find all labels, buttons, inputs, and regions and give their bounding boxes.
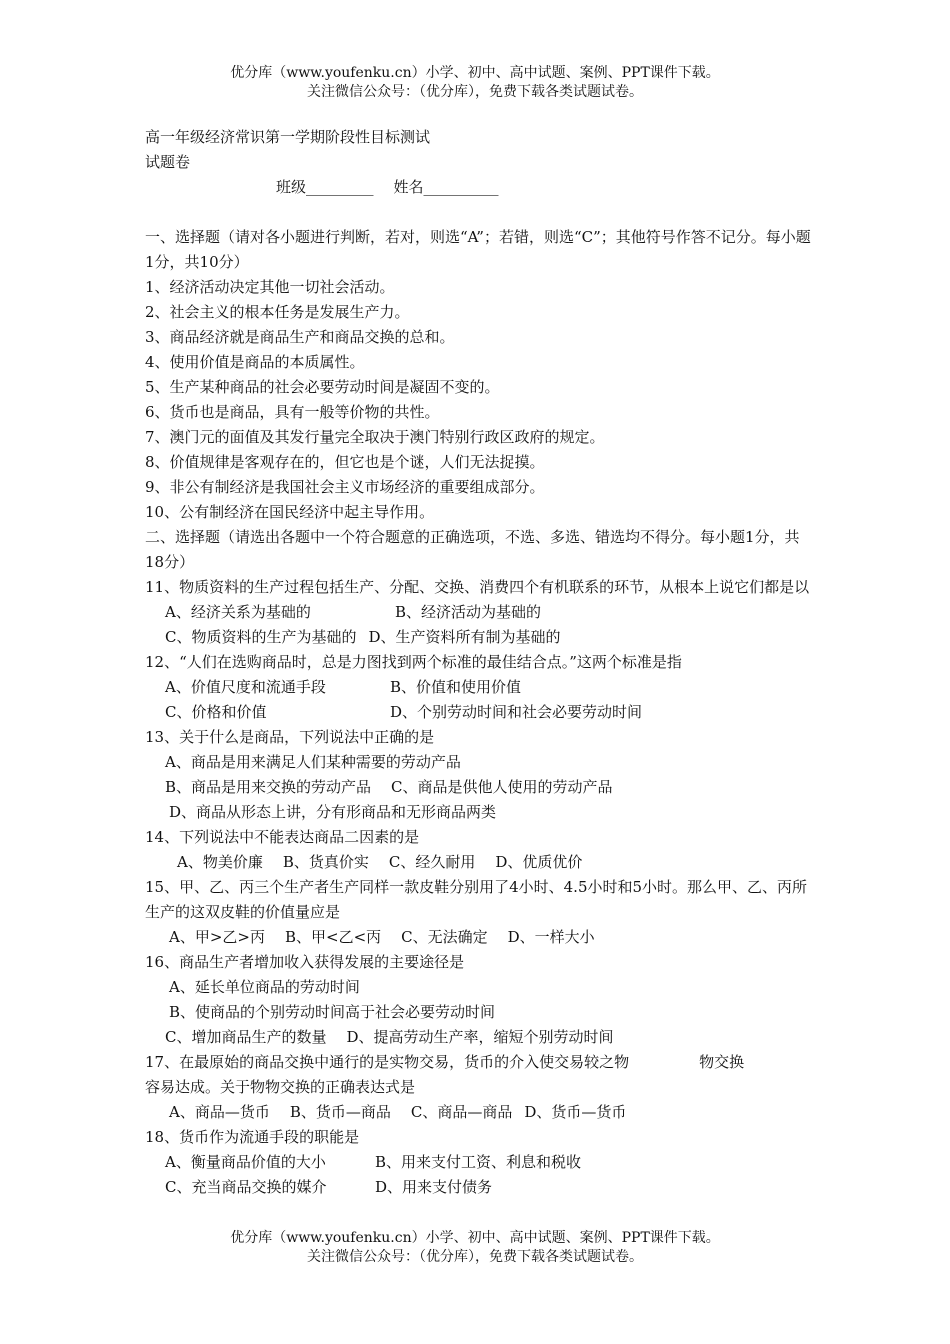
header-line-2: 关注微信公众号：（优分库），免费下载各类试题试卷。 [307,84,643,100]
question-11-options-row-2 [145,625,815,650]
option-b: B、货币—商品 [289,1103,391,1121]
question-13-options-row-2 [145,775,815,800]
footer-line-2: 关注微信公众号：（优分库），免费下载各类试题试卷。 [307,1249,643,1265]
student-info [145,175,815,200]
question-17-stem-line-1 [145,1050,815,1075]
header-line-1: 优分库（www.youfenku.cn）小学、初中、高中试题、案例、PPT课件下载。 [230,65,720,81]
question-17-stem-line-2: 容易达成。关于物物交换的正确表达式是 [145,1078,416,1096]
question-17-options [145,1100,815,1125]
question-13-option-a: A、商品是用来满足人们某种需要的劳动产品 [165,753,461,771]
class-field-label: 班级_________ [276,178,374,196]
question-15-options [145,925,815,950]
option-a: A、物美价廉 [177,853,263,871]
question-8: 8、价值规律是客观存在的，但它也是个谜，人们无法捉摸。 [145,453,545,471]
question-14-stem: 14、下列说法中不能表达商品二因素的是 [145,828,420,846]
option-a: A、甲>乙>丙 [169,928,265,946]
option-b: B、商品是用来交换的劳动产品 [165,778,372,796]
option-b: B、用来支付工资、利息和税收 [375,1153,582,1171]
question-11-options-row-1 [145,600,815,625]
option-c: C、物质资料的生产为基础的 [165,628,357,646]
question-6: 6、货币也是商品，具有一般等价物的共性。 [145,403,440,421]
question-16-option-b: B、使商品的个别劳动时间高于社会必要劳动时间 [169,1003,496,1021]
question-16-stem: 16、商品生产者增加收入获得发展的主要途径是 [145,953,465,971]
option-a: A、衡量商品价值的大小 [165,1153,326,1171]
option-a: A、商品—货币 [169,1103,270,1121]
section-2-heading: 二、选择题（请选出各题中一个符合题意的正确选项，不选、多选、错选均不得分。每小题1分，共18分） [145,528,800,571]
question-10: 10、公有制经济在国民经济中起主导作用。 [145,503,435,521]
option-d: D、用来支付债务 [375,1178,493,1196]
option-a: A、经济关系为基础的 [165,603,311,621]
question-18-options-row-1 [145,1150,815,1175]
question-14-options [145,850,815,875]
option-b: B、甲<乙<丙 [284,928,382,946]
site-header [0,64,950,102]
question-15-stem: 15、甲、乙、丙三个生产者生产同样一款皮鞋分别用了4小时、4.5小时和5小时。那么甲、乙、丙所生产的这双皮鞋的价值量应是 [145,878,808,921]
option-d: D、生产资料所有制为基础的 [368,628,561,646]
question-16-options-row-3 [145,1025,815,1050]
option-a: A、价值尺度和流通手段 [165,678,326,696]
question-2: 2、社会主义的根本任务是发展生产力。 [145,303,410,321]
option-b: B、经济活动为基础的 [395,603,542,621]
option-c: C、经久耐用 [388,853,476,871]
question-16-option-a: A、延长单位商品的劳动时间 [169,978,360,996]
exam-body [145,125,815,1200]
question-17-stem-part-1: 17、在最原始的商品交换中通行的是实物交易，货币的介入使交易较之物 [145,1053,630,1071]
option-b: B、价值和使用价值 [390,678,522,696]
question-5: 5、生产某种商品的社会必要劳动时间是凝固不变的。 [145,378,500,396]
question-12-options-row-1 [145,675,815,700]
exam-title: 高一年级经济常识第一学期阶段性目标测试 [145,128,431,146]
footer-line-1: 优分库（www.youfenku.cn）小学、初中、高中试题、案例、PPT课件下载。 [230,1230,720,1246]
option-c: C、商品—商品 [410,1103,513,1121]
name-field-label: 姓名__________ [393,178,499,196]
question-18-stem: 18、货币作为流通手段的职能是 [145,1128,360,1146]
spacer [145,200,815,225]
option-c: C、充当商品交换的媒介 [165,1178,327,1196]
question-7: 7、澳门元的面值及其发行量完全取决于澳门特别行政区政府的规定。 [145,428,605,446]
question-11-stem: 11、物质资料的生产过程包括生产、分配、交换、消费四个有机联系的环节，从根本上说它们都是以 [145,578,810,596]
question-12-stem: 12、“人们在选购商品时，总是力图找到两个标准的最佳结合点。”这两个标准是指 [145,653,682,671]
option-c: C、增加商品生产的数量 [165,1028,327,1046]
question-17-stem-part-2: 物交换 [699,1053,745,1071]
site-footer [0,1229,950,1267]
question-1: 1、经济活动决定其他一切社会活动。 [145,278,395,296]
question-12-options-row-2 [145,700,815,725]
option-c: C、价格和价值 [165,703,267,721]
option-d: D、提高劳动生产率，缩短个别劳动时间 [346,1028,614,1046]
option-b: B、货真价实 [282,853,369,871]
option-d: D、个别劳动时间和社会必要劳动时间 [390,703,643,721]
option-d: D、一样大小 [507,928,595,946]
question-13-option-d: D、商品从形态上讲，分有形商品和无形商品两类 [169,803,497,821]
question-4: 4、使用价值是商品的本质属性。 [145,353,365,371]
option-c: C、商品是供他人使用的劳动产品 [391,778,613,796]
section-1-heading: 一、选择题（请对各小题进行判断，若对，则选“A”；若错，则选“C”；其他符号作答不记分。每小题1分，共10分） [145,228,811,271]
option-d: D、货币—货币 [524,1103,627,1121]
question-13-stem: 13、关于什么是商品，下列说法中正确的是 [145,728,435,746]
exam-subtitle: 试题卷 [145,153,191,171]
option-d: D、优质优价 [495,853,583,871]
question-3: 3、商品经济就是商品生产和商品交换的总和。 [145,328,455,346]
question-9: 9、非公有制经济是我国社会主义市场经济的重要组成部分。 [145,478,545,496]
option-c: C、无法确定 [401,928,488,946]
question-18-options-row-2 [145,1175,815,1200]
